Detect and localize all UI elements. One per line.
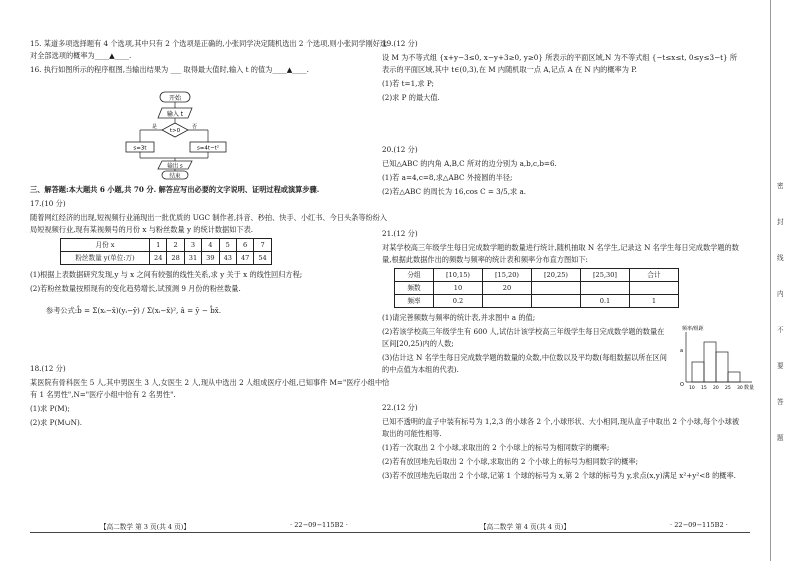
hist-tick-label: 25 [725,386,731,390]
q17-row2-label: 粉丝数量 y(单位:万) [61,252,150,265]
q17-cell: 31 [184,252,201,265]
sidebar-char: 封 [777,218,784,226]
flow-end-text: 结束 [169,173,181,180]
q17-cell: 7 [254,239,271,252]
question-20-head: 20.(12 分) [382,145,418,154]
question-21-body: 对某学校高三年级学生每日完成数学题的数量进行统计,随机抽取 N 名学生,记录这 N 名学生每日完成数学题的数量,根据此数据作出的频数与频率的统计表和频率分布直方图如下: [382,243,739,264]
question-15: 15. 某道多项选择题有 4 个选项,其中只有 2 个选项是正确的,小张同学决定随机选出 2 个选项,则小张同学刚好选对全部选项的概率为____▲____. [30,39,388,60]
question-17-head: 17.(10 分) [30,199,66,208]
q21-cell: 频率 [395,295,434,308]
q17-table [60,238,272,265]
flow-no-box-text: s=4t−t² [196,145,220,152]
sidebar-char: 不 [777,326,784,334]
question-21-part-1: (1)请完善频数与频率的统计表,并求图中 a 的值; [382,313,536,322]
question-17-part-1: (1)根据上表数据研究发现,y 与 x 之间有较强的线性关系,求 y 关于 x 的线性回归方程; [30,270,303,279]
hist-bar [728,372,740,382]
q21-cell: [10,15) [434,269,483,282]
q17-cell: 2 [167,239,184,252]
right-footer: 【高二数学 第 4 页(共 4 页)】 [480,523,570,531]
q21-cell: [15,20) [483,269,532,282]
hist-bar [704,342,716,382]
question-18-part-2: (2)求 P(M∪N). [30,418,83,427]
sidebar-char: 答 [777,398,784,406]
flow-yes-box-text: s=3t [133,145,147,152]
flowchart [120,90,230,180]
question-22-head: 22.(12 分) [382,403,418,412]
question-19-part-1: (1)若 t=1,求 P; [382,79,434,88]
question-21-head: 21.(12 分) [382,229,418,238]
q17-cell: 54 [254,252,271,265]
question-17-part-2: (2)若粉丝数量按照现有的变化趋势增长,试预测 9 月份的粉丝数量. [30,284,241,293]
q21-cell [630,282,679,295]
question-21-part-2: (2)若该学校高三年级学生有 600 人,试估计该学校高三年级学生每日完成数学题的数量在区间[20,25)内的人数; [382,327,665,348]
seal-line-sidebar [770,0,794,561]
hist-tick-label: 30 [737,386,743,390]
question-22-body: 已知不透明的盒子中装有标号为 1,2,3 的小球各 2 个,小球形状、大小相同,现从盒子中取出 2 个小球,每个小球被取出的可能性相等. [382,417,740,438]
sidebar-char: 题 [777,434,784,442]
q21-cell: [20,25) [532,269,581,282]
q17-cell: 3 [184,239,201,252]
footer-rule [30,532,750,533]
q17-cell: 28 [167,252,184,265]
right-page [382,38,742,484]
q21-cell [532,295,581,308]
hist-ylabel: 频率/组距 [682,326,704,332]
sidebar-char: 要 [777,362,784,370]
q17-cell: 47 [236,252,253,265]
q17-cell: 1 [150,239,167,252]
q21-cell: 1 [630,295,679,308]
q17-cell: 5 [219,239,236,252]
question-19-head: 19.(12 分) [382,39,418,48]
flow-input-text: 输入 t [166,111,184,118]
flow-yes: 是 [152,124,158,130]
hist-a-label: a [680,348,684,354]
question-21-part-3: (3)估计这 N 名学生每日完成数学题的数量的众数,中位数以及平均数(每组数据以所在区间的中点值为本组的代表). [382,353,667,374]
q21-cell: 频数 [395,282,434,295]
question-22-part-3: (3)若不放回地先后取出 2 个小球,记第 1 个球的标号为 x,第 2 个球的标号为 y,求点(x,y)满足 x²+y²<8 的概率. [382,471,736,480]
hist-xlabel: 数量 [744,385,755,390]
question-18-body: 某医院有骨科医生 5 人,其中男医生 3 人,女医生 2 人,现从中选出 2 人组成医疗小组,已知事件 M="医疗小组中恰有 1 名男性",N="医疗小组中恰有 2 名男性". [30,378,390,399]
q21-cell: 20 [483,282,532,295]
flow-no: 否 [192,124,198,130]
q21-cell: 10 [434,282,483,295]
q17-cell: 6 [236,239,253,252]
q21-cell [581,282,630,295]
reference-formula: 参考公式:b̂ = Σ(xᵢ−x̄)(yᵢ−ȳ) / Σ(xᵢ−x̄)², â = ȳ − b̂x̄. [46,306,222,315]
q21-cell: 合计 [630,269,679,282]
q17-row1-label: 月份 x [61,239,150,252]
question-19-part-2: (2)求 P 的最大值. [382,93,440,102]
q21-cell [483,295,532,308]
q21-cell: 0.1 [581,295,630,308]
q21-cell: 分组 [395,269,434,282]
question-20-body: 已知△ABC 的内角 A,B,C 所对的边分别为 a,b,c,b=6. [382,159,557,168]
left-code: · 22−09−115B2 · [290,521,348,529]
question-22-part-1: (1)若一次取出 2 个小球,求取出的 2 个小球上的标号为相同数字的概率; [382,443,610,452]
frequency-histogram [678,322,758,390]
question-18-part-1: (1)求 P(M); [30,404,70,413]
q21-table [394,268,679,308]
left-footer: 【高二数学 第 3 页(共 4 页)】 [100,523,190,531]
hist-tick-label: 10 [689,386,695,390]
question-17-body: 随着网红经济的出现,短视频行业涌现出一批优质的 UGC 制作者,抖音、秒拍、快手、小红书、今日头条等纷纷入局短视频行业,现有某视频号的月份 x 与粉丝数量 y 的统计数据如下表. [30,213,388,234]
question-20-part-2: (2)若△ABC 的周长为 16,cos C = 3/5,求 a. [382,187,527,196]
q17-cell: 43 [219,252,236,265]
hist-origin: O [680,382,684,388]
flow-start-text: 开始 [168,95,182,102]
sidebar-char: 线 [777,254,784,262]
sidebar-char: 内 [777,290,784,298]
hist-bar [692,362,704,382]
q21-cell: 0.2 [434,295,483,308]
right-code: · 22−09−115B2 · [670,521,728,529]
hist-bar [716,352,728,382]
section-3-heading: 三、解答题:本大题共 6 小题,共 70 分. 解答应写出必要的文字说明、证明过程或演算步骤. [30,185,320,194]
q17-cell: 39 [202,252,219,265]
question-19-body: 设 M 为不等式组 {x+y−3≤0, x−y+3≥0, y≥0} 所表示的平面区域,N 为不等式组 {−t≤x≤t, 0≤y≤3−t} 所表示的平面区域,其中 t∈(0,3),在 M 内随机取一点 A,记点 A 在 N 内的概率为 P. [382,53,738,74]
question-22-part-2: (2)若有放回地先后取出 2 个小球,求取出的 2 个小球上的标号为相同数字的概率; [382,457,638,466]
question-18-head: 18.(12 分) [30,364,66,373]
hist-tick-label: 20 [713,386,719,390]
sidebar-char: 密 [777,182,784,190]
flow-output-text: 输出 s [167,163,183,170]
question-16: 16. 执行如图所示的程序框图,当输出结果为 ___ 取得最大值时,输入 t 的值为____▲____. [30,65,309,74]
q17-cell: 4 [202,239,219,252]
question-20-part-1: (1)若 a=4,c=8,求△ABC 外接圆的半径; [382,173,513,182]
q17-cell: 24 [150,252,167,265]
hist-tick-label: 15 [701,386,707,390]
flow-condition-text: t>0 [169,128,181,134]
q21-cell [532,282,581,295]
q21-cell: [25,30] [581,269,630,282]
